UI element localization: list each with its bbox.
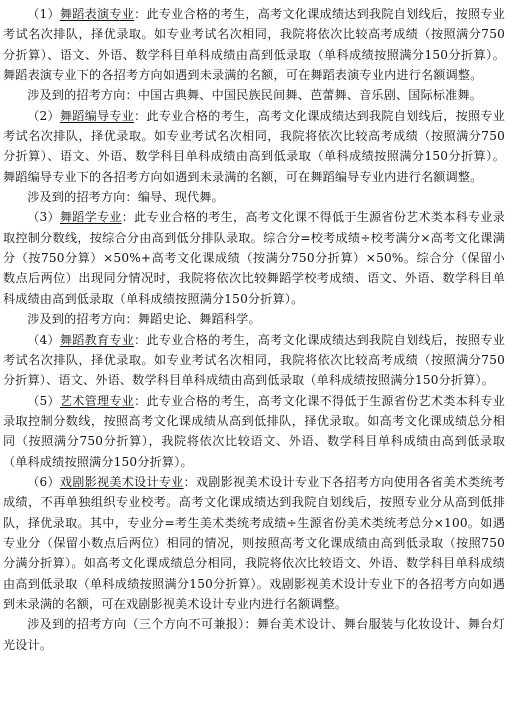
section-4-major: 舞蹈教育专业	[59, 332, 135, 347]
section-1-directions: 涉及到的招考方向：中国古典舞、中国民族民间舞、芭蕾舞、音乐剧、国际标准舞。	[27, 88, 483, 103]
section-1-paragraph	[3, 4, 505, 85]
section-6-paragraph	[3, 472, 505, 614]
section-2-prefix: （2）	[27, 108, 60, 123]
section-3-directions: 涉及到的招考方向：舞蹈史论、舞蹈科学。	[27, 312, 261, 327]
section-5-major: 艺术管理专业	[59, 393, 135, 408]
section-3-major: 舞蹈学专业	[59, 210, 122, 225]
section-4-prefix: （4）	[27, 332, 60, 347]
admission-rules-document	[3, 4, 505, 655]
section-1-body: ：此专业合格的考生，高考文化课成绩达到我院自划线后，按照专业考试名次排队，择优录取。如专业考试名次相同，我院将依次比较高考成绩（按照满分750分折算）、语文、外语、数学科目单科成绩由高到低录取（单科成绩按照满分150分折算）。舞蹈表演专业下的各招考方向如遇到未录满的名额，可在舞蹈表演专业内进行名额调整。	[3, 7, 505, 83]
section-2-major: 舞蹈编导专业	[59, 108, 135, 123]
section-5-prefix: （5）	[27, 393, 60, 408]
section-3-body: ：此专业合格的考生，高考文化课不得低于生源省份艺术类本科专业录取控制分数线，按综合分由高到低分排队录取。综合分=校考成绩÷校考满分×高考文化课满分（按750分算）×50%+高考文化课成绩（按满分750分折算）×50%。综合分（保留小数点后两位）出现同分情况时，我院将依次比较舞蹈学校考成绩、语文、外语、数学科目单科成绩由高到低录取（单科成绩按照满分150分折算）。	[3, 210, 506, 306]
section-5-paragraph	[3, 391, 505, 472]
section-3-prefix: （3）	[27, 210, 60, 225]
section-6-body: ：戏剧影视美术设计专业下各招考方向使用各省美术类统考成绩，不再单独组织专业校考。高考文化课成绩达到我院自划线后，按照专业分从高到低排队，择优录取。其中，专业分=考生美术类统考成绩÷生源省份美术类统考总分×100。如遇专业分（保留小数点后两位）相同的情况，则按照高考文化课成绩由高到低录取（按照750分满分折算）。如高考文化课成绩总分相同，我院将依次比较语文、外语、数学科目单科成绩由高到低录取（单科成绩按照满分150分折算）。戏剧影视美术设计专业下的各招考方向如遇到未录满的名额，可在戏剧影视美术设计专业内进行名额调整。	[3, 474, 505, 611]
section-6-major: 戏剧影视美术设计专业	[59, 474, 184, 489]
section-2-body: ：此专业合格的考生，高考文化课成绩达到我院自划线后，按照专业考试名次排队，择优录取。如专业考试名次相同，我院将依次比较高考成绩（按照满分750分折算）、语文、外语、数学科目单科成绩由高到低录取（单科成绩按照满分150分折算）。舞蹈编导专业下的各招考方向如遇到未录满的名额，可在舞蹈编导专业内进行名额调整。	[3, 108, 505, 184]
section-3-paragraph	[3, 207, 505, 309]
section-2-paragraph	[3, 106, 505, 187]
section-1-prefix: （1）	[27, 7, 60, 21]
section-2-directions: 涉及到的招考方向：编导、现代舞。	[27, 190, 224, 205]
section-1-major: 舞蹈表演专业	[59, 7, 135, 21]
section-6-directions: 涉及到的招考方向（三个方向不可兼报）：舞台美术设计、舞台服装与化妆设计、舞台灯光设计。	[3, 617, 505, 652]
section-4-paragraph	[3, 330, 505, 391]
section-6-prefix: （6）	[27, 474, 60, 489]
section-5-body: ：此专业合格的考生，高考文化课不得低于生源省份艺术类本科专业录取控制分数线，按照高考文化课成绩从高到低排队，择优录取。如高考文化课成绩总分相同（按照满分750分折算），我院将依次比较语文、外语、数学科目单科成绩由高到低录取（单科成绩按照满分150分折算）。	[3, 393, 505, 469]
section-4-body: ：此专业合格的考生，高考文化课成绩达到我院自划线后，按照专业考试名次排队，择优录取。如专业考试名次相同，我院将依次比较高考成绩（按照满分750分折算）、语文、外语、数学科目单科成绩由高到低录取（单科成绩按照满分150分折算）。	[3, 332, 505, 388]
